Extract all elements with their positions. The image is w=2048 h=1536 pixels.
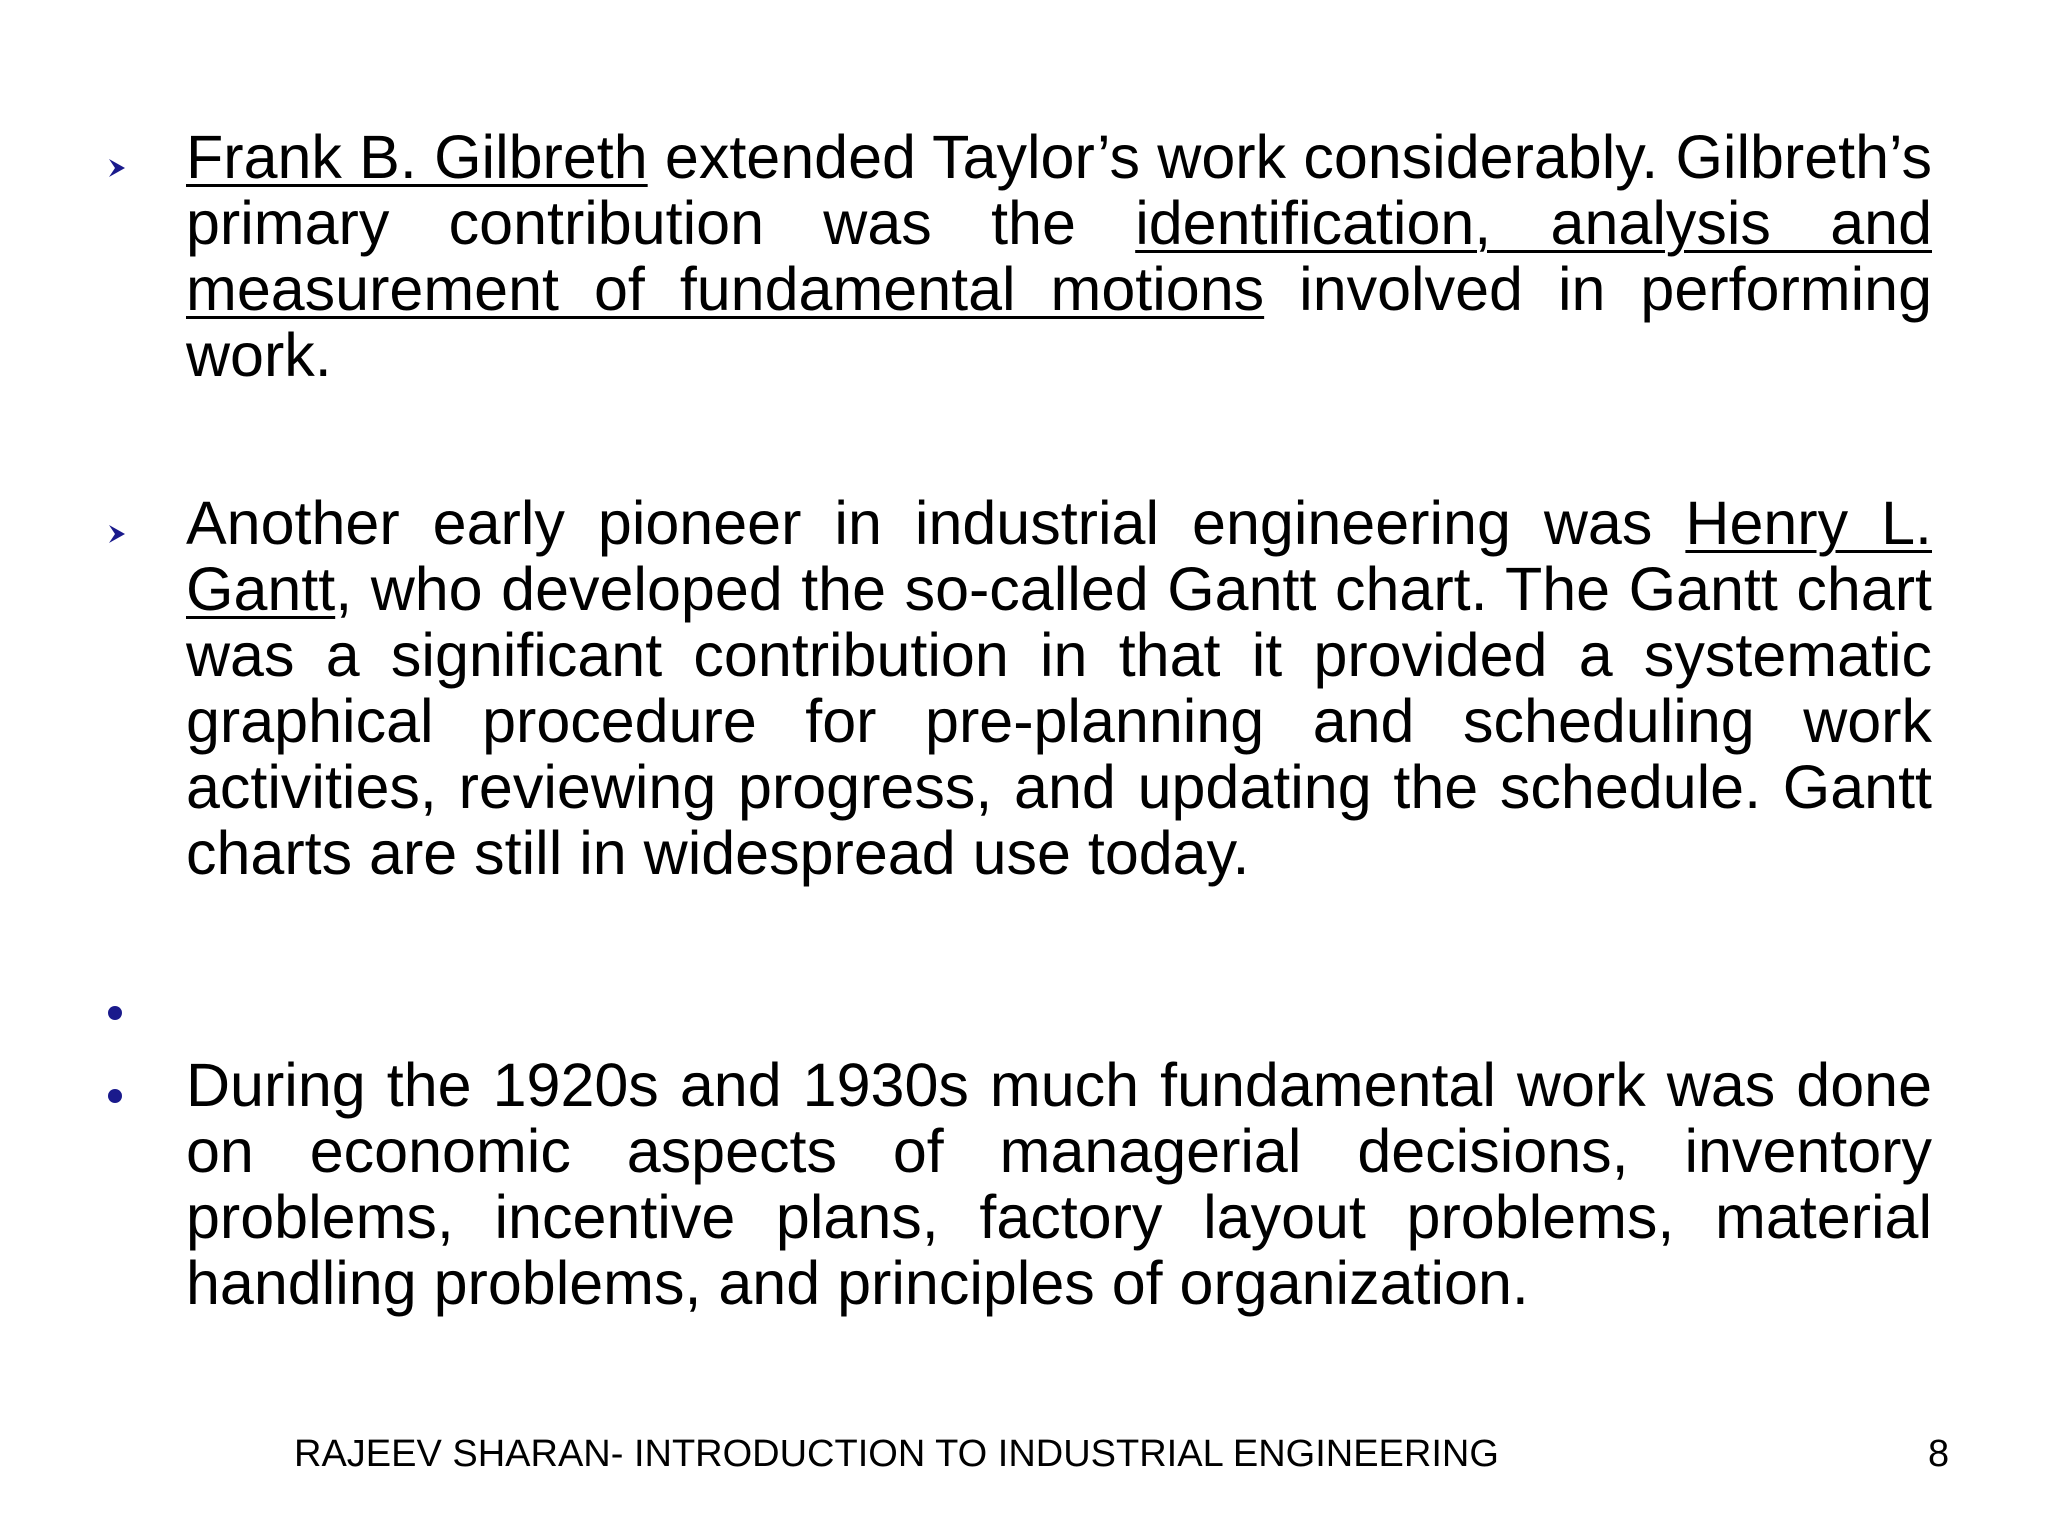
dot-bullet-icon bbox=[108, 1006, 122, 1020]
paragraph-text: extended Taylor’s work considerably. Gilbreth’s primary contribution was the bbox=[186, 123, 1932, 257]
paragraph-gantt bbox=[186, 490, 1932, 886]
arrowhead-bullet-icon bbox=[108, 158, 126, 178]
footer-title: RAJEEV SHARAN- INTRODUCTION TO INDUSTRIAL ENGINEERING bbox=[294, 1433, 1499, 1475]
paragraph-1920s bbox=[186, 1052, 1932, 1316]
paragraph-gilbreth bbox=[186, 124, 1932, 388]
dot-bullet-icon bbox=[108, 1089, 122, 1103]
paragraph-text: , who developed the so-called Gantt chart. The Gantt chart was a significant contribution in that it provided a systematic graphical procedure for pre-planning and scheduling work activities, reviewing progress, and updating the schedule. Gantt charts are still in widespread use today. bbox=[186, 555, 1932, 887]
arrowhead-bullet-icon bbox=[108, 524, 126, 544]
paragraph-text: Another early pioneer in industrial engineering was bbox=[186, 489, 1686, 557]
gantt-name: Henry L. Gantt bbox=[186, 489, 1932, 623]
page-number: 8 bbox=[1928, 1433, 1950, 1475]
paragraph-text: involved in performing work. bbox=[186, 255, 1932, 389]
gilbreth-name: Frank B. Gilbreth bbox=[186, 123, 648, 191]
paragraph-text: During the 1920s and 1930s much fundamental work was done on economic aspects of managerial decisions, inventory problems, incentive plans, factory layout problems, material handling problems, and principles of organization. bbox=[186, 1051, 1932, 1317]
gilbreth-contribution: identification, analysis and measurement of fundamental motions bbox=[186, 189, 1932, 323]
